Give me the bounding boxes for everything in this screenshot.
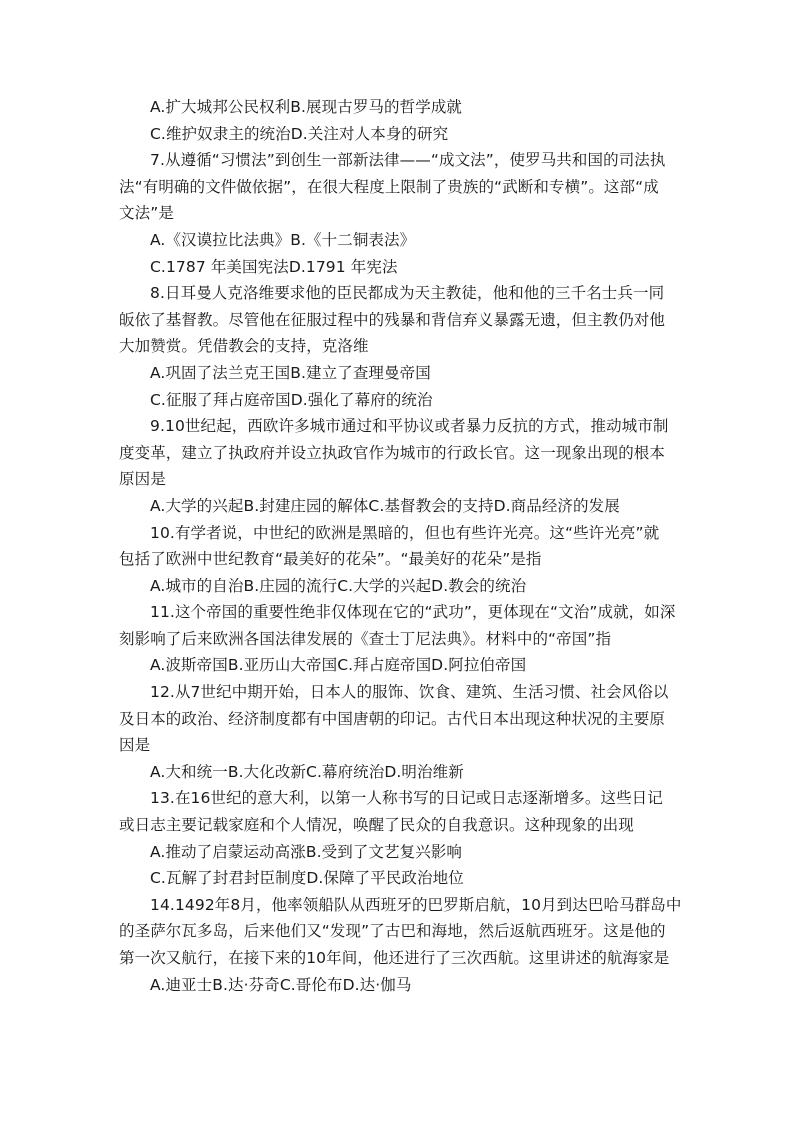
option-line: C.维护奴隶主的统治D.关注对人本身的研究 [150,124,449,143]
question-text-line: 及日本的政治、经济制度都有中国唐朝的印记。古代日本出现这种状况的主要原 [119,709,666,728]
question-14-stem: 14.1492年8月，他率领船队从西班牙的巴罗斯启航，10月到达巴哈马群岛中 [150,895,682,914]
option-line: A.大学的兴起B.封建庄园的解体C.基督教会的支持D.商品经济的发展 [150,496,620,515]
option-line: A.大和统一B.大化改新C.幕府统治D.明治维新 [150,762,464,781]
document-page [119,94,682,998]
option-line: C.瓦解了封君封臣制度D.保障了平民政治地位 [150,869,464,888]
option-line: C.征服了拜占庭帝国D.强化了幕府的统治 [150,390,433,409]
option-line: A.《汉谟拉比法典》B.《十二铜表法》 [150,230,416,249]
question-text-line: 法“有明确的文件做依据”，在很大程度上限制了贵族的“武断和专横”。这部“成 [119,177,659,196]
question-text-line: 度变革，建立了执政府并设立执政官作为城市的行政长官。这一现象出现的根本 [119,443,666,462]
option-line: A.波斯帝国B.亚历山大帝国C.拜占庭帝国D.阿拉伯帝国 [150,656,527,675]
question-text-line: 包括了欧洲中世纪教育“最美好的花朵”。“最美好的花朵”是指 [119,550,542,569]
option-line: A.推动了启蒙运动高涨B.受到了文艺复兴影响 [150,842,463,861]
question-12-stem: 12.从7世纪中期开始，日本人的服饰、饮食、建筑、生活习惯、社会风俗以 [150,683,669,702]
option-line: A.迪亚士B.达·芬奇C.哥伦布D.达·伽马 [150,975,412,994]
question-8-stem: 8.日耳曼人克洛维要求他的臣民都成为天主教徒，他和他的三千名士兵一同 [150,284,665,303]
question-text-line: 大加赞赏。凭借教会的支持，克洛维 [119,337,369,356]
question-text-line: 第一次又航行，在接下来的10年间，他还进行了三次西航。这里讲述的航海家是 [119,949,670,967]
option-line: A.扩大城邦公民权利B.展现古罗马的哲学成就 [150,98,463,116]
question-7-stem: 7.从遵循“习惯法”到创生一部新法律——“成文法”，使罗马共和国的司法执 [150,151,666,170]
question-text-line: 因是 [119,736,151,755]
question-text-line: 刻影响了后来欧洲各国法律发展的《查士丁尼法典》。材料中的“帝国”指 [119,629,612,648]
question-10-stem: 10.有学者说，中世纪的欧洲是黑暗的，但也有些许光亮。这“些许光亮”就 [150,523,660,542]
question-11-stem: 11.这个帝国的重要性绝非仅体现在它的“武功”，更体现在“文治”成就，如深 [150,603,676,622]
question-9-stem: 9.10世纪起，西欧许多城市通过和平协议或者暴力反抗的方式，推动城市制 [150,417,669,436]
question-text-line: 皈依了基督教。尽管他在征服过程中的残暴和背信弃义暴露无遗，但主教仍对他 [119,310,666,329]
option-line: A.城市的自治B.庄园的流行C.大学的兴起D.教会的统治 [150,576,527,595]
question-text-line: 的圣萨尔瓦多岛，后来他们又“发现”了古巴和海地，然后返航西班牙。这是他的 [119,922,666,941]
option-line: A.巩固了法兰克王国B.建立了查理曼帝国 [150,363,431,382]
question-text-line: 文法”是 [119,204,174,223]
option-line: C.1787 年美国宪法D.1791 年宪法 [150,257,398,276]
question-13-stem: 13.在16世纪的意大利，以第一人称书写的日记或日志逐渐增多。这些日记 [150,789,663,808]
question-text-line: 原因是 [119,470,166,489]
question-text-line: 或日志主要记载家庭和个人情况，唤醒了民众的自我意识。这种现象的出现 [119,816,634,835]
